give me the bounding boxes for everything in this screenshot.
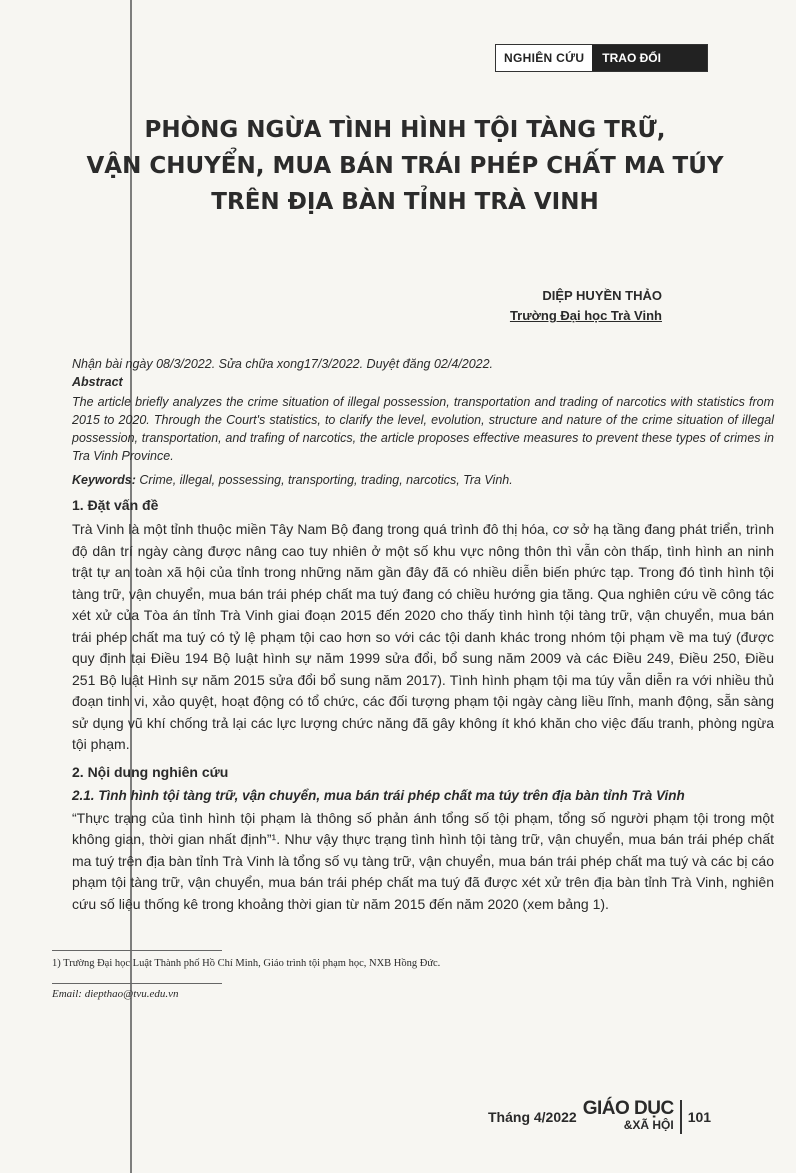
footer-separator: [680, 1100, 682, 1134]
page-footer: [488, 1100, 711, 1134]
abstract-text: The article briefly analyzes the crime situation of illegal possession, transportation and trading of narcotics with statistics from 2015 to 2020. Through the Court's statistics, to clarify the level, evolution, structure and nature of the crime situation of illegal possession, transportation, and trafing of narcotics, the article proposes effective measures to prevent these types of crimes in Tra Vinh Province.: [72, 395, 774, 463]
footnote-divider: [52, 950, 222, 951]
title-line-2: VẬN CHUYỂN, MUA BÁN TRÁI PHÉP CHẤT MA TÚY: [86, 153, 724, 179]
title-line-1: PHÒNG NGỪA TÌNH HÌNH TỘI TÀNG TRỮ,: [144, 117, 666, 143]
section-2-heading: 2. Nội dung nghiên cứu: [72, 763, 229, 780]
page-number: 101: [687, 1109, 712, 1125]
section-2-1-heading: 2.1. Tình hình tội tàng trữ, vận chuyển, mua bán trái phép chất ma túy trên địa bàn tỉnh Trà Vinh: [72, 787, 685, 803]
section-1-heading: 1. Đặt vấn đề: [72, 497, 159, 513]
abstract-heading: Abstract: [72, 375, 123, 389]
author-email: Email: diepthao@tvu.edu.vn: [52, 988, 179, 1000]
article-title: [60, 112, 750, 220]
keywords-line: [72, 471, 774, 489]
section-1-paragraph: Trà Vinh là một tỉnh thuộc miền Tây Nam Bộ đang trong quá trình đô thị hóa, cơ sở hạ tầng đang phát triển, trình độ dân trí ngày càng được nâng cao tuy nhiên ở một số khu vực nông thôn thì vẫn còn thấp, tình hình an ninh trật tự an toàn xã hội của tỉnh trong những năm gần đây đã có nhiều diễn biến phức tạp. Trong đó tình hình tội tàng trữ, vận chuyển, mua bán trái phép chất ma tuý đang có chiều hướng gia tăng. Qua nghiên cứu về công tác xét xử của Tòa án tỉnh Trà Vinh giai đoạn 2015 đến 2020 cho thấy tình hình tội tàng trữ, vận chuyển, mua bán trái phép chất ma tuý có tỷ lệ phạm tội cao hơn so với các tội danh khác trong nhóm tội phạm về ma tuý (được quy định tại Điều 194 Bộ luật hình sự năm 1999 sửa đổi, bổ sung năm 2009 và các Điều 249, Điều 250, Điều 251 Bộ luật Hình sự năm 2015 sửa đổi bổ sung năm 2017). Tình hình phạm tội ma túy vẫn diễn ra với nhiều thủ đoạn tinh vi, xảo quyệt, hoạt động có tổ chức, các đối tượng phạm tội ngày càng liều lĩnh, manh động, sẵn sàng sử dụng vũ khí chống trả lại các lực lượng chức năng đã gây không ít khó khăn cho việc đấu tranh, phòng ngừa tội phạm.: [72, 521, 774, 752]
author-block: [420, 286, 662, 326]
section-2-1-paragraph: “Thực trạng của tình hình tội phạm là thông số phản ánh tổng số tội phạm, tổng số người phạm tội trong một không gian, thời gian nhất định”¹. Như vậy thực trạng tình hình tội tàng trữ, vận chuyển, mua bán trái phép chất ma tuý trên địa bàn tỉnh Trà Vinh là tổng số vụ tàng trữ, vận chuyển, mua bán trái phép chất ma tuý và các bị cáo phạm tội tàng trữ, vận chuyển, mua bán trái phép chất ma tuý đã được xét xử trên địa bàn tỉnh Trà Vinh, nghiên cứu số liệu thống kê trong khoảng thời gian từ năm 2015 đến năm 2020 (xem bảng 1).: [72, 809, 774, 912]
journal-logo-bottom: &XÃ HỘI: [623, 1118, 674, 1132]
keywords-text: Crime, illegal, possessing, transporting, trading, narcotics, Tra Vinh.: [135, 473, 513, 487]
author-affiliation: Trường Đại học Trà Vinh: [509, 308, 662, 323]
footnote: 1) Trường Đại học Luật Thành phố Hồ Chí Minh, Giáo trình tội phạm học, NXB Hồng Đức.: [52, 958, 441, 969]
received-dates: Nhận bài ngày 08/3/2022. Sửa chữa xong17/3/2022. Duyệt đăng 02/4/2022.: [72, 357, 494, 371]
article-body: [72, 355, 774, 915]
section-label-right: TRAO ĐỔI: [592, 45, 707, 71]
journal-logo: [582, 1098, 674, 1133]
author-name: DIỆP HUYỀN THẢO: [542, 288, 662, 303]
section-label-left: NGHIÊN CỨU: [496, 45, 592, 71]
issue-date: Tháng 4/2022: [488, 1109, 577, 1125]
title-line-3: TRÊN ĐỊA BÀN TỈNH TRÀ VINH: [211, 189, 599, 215]
keywords-label: Keywords:: [72, 473, 136, 487]
section-header-tab: [495, 44, 708, 72]
email-divider: [52, 983, 222, 984]
journal-logo-top: GIÁO DỤC: [582, 1098, 674, 1119]
